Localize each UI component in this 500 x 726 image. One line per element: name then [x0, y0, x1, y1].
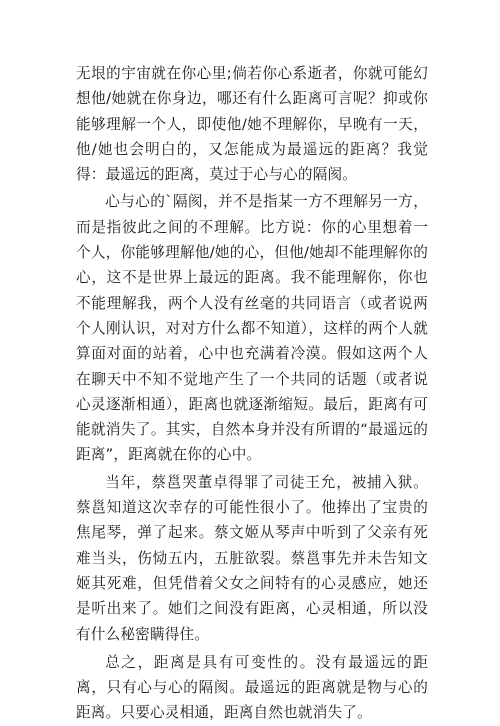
document-page — [76, 61, 428, 726]
paragraph-4: 总之，距离是具有可变性的。没有最遥远的距离，只有心与心的隔阂。最遥远的距离就是物与心的距离。只要心灵相通，距离自然也就消失了。 — [76, 653, 428, 722]
paragraph-2: 心与心的`隔阂，并不是指某一方不理解另一方，而是指彼此之间的不理解。比方说：你的心里想着一个人，你能够理解他/她的心，但他/她却不能理解你的心，这不是世界上最远的距离。我不能理解你，你也不能理解我，两个人没有丝毫的共同语言（或者说两个人刚认识，对对方什么都不知道），这样的两个人就算面对面的站着，心中也充满着冷漠。假如这两个人在聊天中不知不觉地产生了一个共同的话题（或者说心灵逐渐相通），距离也就逐渐缩短。最后，距离有可能就消失了。其实，自然本身并没有所谓的“最遥远的距离”，距离就在你的心中。 — [76, 193, 428, 464]
paragraph-3: 当年，蔡邕哭董卓得罪了司徒王允，被捕入狱。蔡邕知道这次幸存的可能性很小了。他捧出了宝贵的焦尾琴，弹了起来。蔡文姬从琴声中听到了父亲有死难当头，伤恸五内，五脏欲裂。蔡邕事先并未告知文姬其死难，但凭借着父女之间特有的心灵感应，她还是听出来了。她们之间没有距离，心灵相通，所以没有什么秘密瞒得住。 — [76, 473, 428, 643]
paragraph-1: 无垠的宇宙就在你心里;倘若你心系逝者，你就可能幻想他/她就在你身边，哪还有什么距离可言呢？抑或你能够理解一个人，即使他/她不理解你，早晚有一天，他/她也会明白的，又怎能成为最遥远的距离？我觉得：最遥远的距离，莫过于心与心的隔阂。 — [76, 65, 428, 184]
